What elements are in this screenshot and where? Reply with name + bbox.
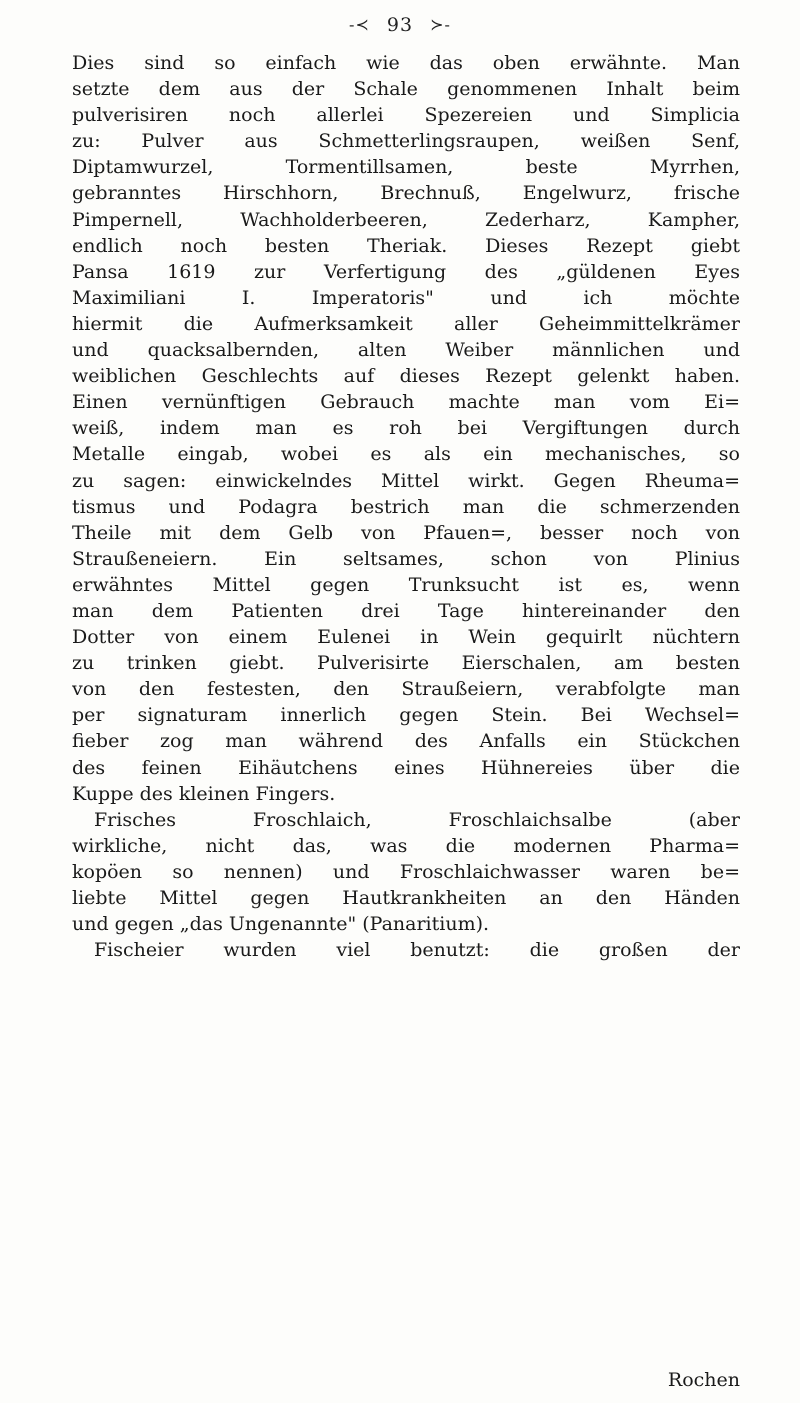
text-line: hiermit die Aufmerksamkeit aller Geheimmittelkrämer xyxy=(72,312,740,335)
text-line: Fischeier wurden viel benutzt: die großen der xyxy=(94,939,740,962)
text-line: fieber zog man während des Anfalls ein Stückchen xyxy=(72,730,740,753)
text-line: kopöen so nennen) und Froschlaichwasser waren be= xyxy=(72,860,740,883)
text-line: endlich noch besten Theriak. Dieses Rezept giebt xyxy=(72,234,740,257)
text-line: setzte dem aus der Schale genommenen Inhalt beim xyxy=(72,78,740,101)
text-line: liebte Mittel gegen Hautkrankheiten an den Händen xyxy=(72,887,740,909)
text-line: des feinen Eihäutchens eines Hühnereies über die xyxy=(72,756,740,779)
text-line: Metalle eingab, wobei es als ein mechanisches, so xyxy=(72,443,740,466)
text-line: Straußeneiern. Ein seltsames, schon von Plinius xyxy=(72,547,740,570)
text-line: zu: Pulver aus Schmetterlingsraupen, weißen Senf, xyxy=(72,130,740,153)
text-line: Maximiliani I. Imperatoris" und ich möchte xyxy=(72,286,740,309)
ornament-left: -≺ xyxy=(349,15,370,34)
text-line: man dem Patienten drei Tage hintereinander den xyxy=(72,599,740,622)
text-line: Dotter von einem Eulenei in Wein gequirlt nüchtern xyxy=(72,626,740,649)
text-line: gebranntes Hirschhorn, Brechnuß, Engelwurz, frische xyxy=(72,182,740,205)
text-line: pulverisiren noch allerlei Spezereien und Simplicia xyxy=(72,104,740,127)
text-line: Einen vernünftigen Gebrauch machte man vom Ei= xyxy=(72,391,740,414)
page-number: 93 xyxy=(386,14,414,36)
text-line: per signaturam innerlich gegen Stein. Bei Wechsel= xyxy=(72,704,740,727)
text-line: und gegen „das Ungenannte" (Panaritium). xyxy=(72,913,490,936)
text-line: wirkliche, nicht das, was die modernen Pharma= xyxy=(72,834,740,857)
text-line: von den festesten, den Straußeiern, verabfolgte man xyxy=(72,678,740,701)
text-line: Pansa 1619 zur Verfertigung des „güldenen Eyes xyxy=(72,260,740,283)
text-line: Diptamwurzel, Tormentillsamen, beste Myrrhen, xyxy=(72,156,740,179)
text-line: Pimpernell, Wachholderbeeren, Zederharz, Kampher, xyxy=(72,208,740,231)
text-line: tismus und Podagra bestrich man die schmerzenden xyxy=(72,495,740,518)
text-line: Frisches Froschlaich, Froschlaichsalbe (aber xyxy=(94,808,740,831)
text-line: weiß, indem man es roh bei Vergiftungen durch xyxy=(72,417,740,440)
text-line: Kuppe des kleinen Fingers. xyxy=(72,782,336,805)
ornament-right: ≻- xyxy=(430,15,451,34)
text-line: zu sagen: einwickelndes Mittel wirkt. Gegen Rheuma= xyxy=(72,469,740,492)
body-text xyxy=(72,50,740,963)
text-line: weiblichen Geschlechts auf dieses Rezept gelenkt haben. xyxy=(72,365,740,388)
page-header xyxy=(0,14,800,36)
text-line: und quacksalbernden, alten Weiber männlichen und xyxy=(72,339,740,362)
catchword: Rochen xyxy=(667,1369,740,1391)
text-line: Dies sind so einfach wie das oben erwähnte. Man xyxy=(72,52,740,74)
text-line: erwähntes Mittel gegen Trunksucht ist es, wenn xyxy=(72,573,740,596)
text-line: zu trinken giebt. Pulverisirte Eierschalen, am besten xyxy=(72,652,740,675)
text-line: Theile mit dem Gelb von Pfauen=, besser noch von xyxy=(72,521,740,544)
